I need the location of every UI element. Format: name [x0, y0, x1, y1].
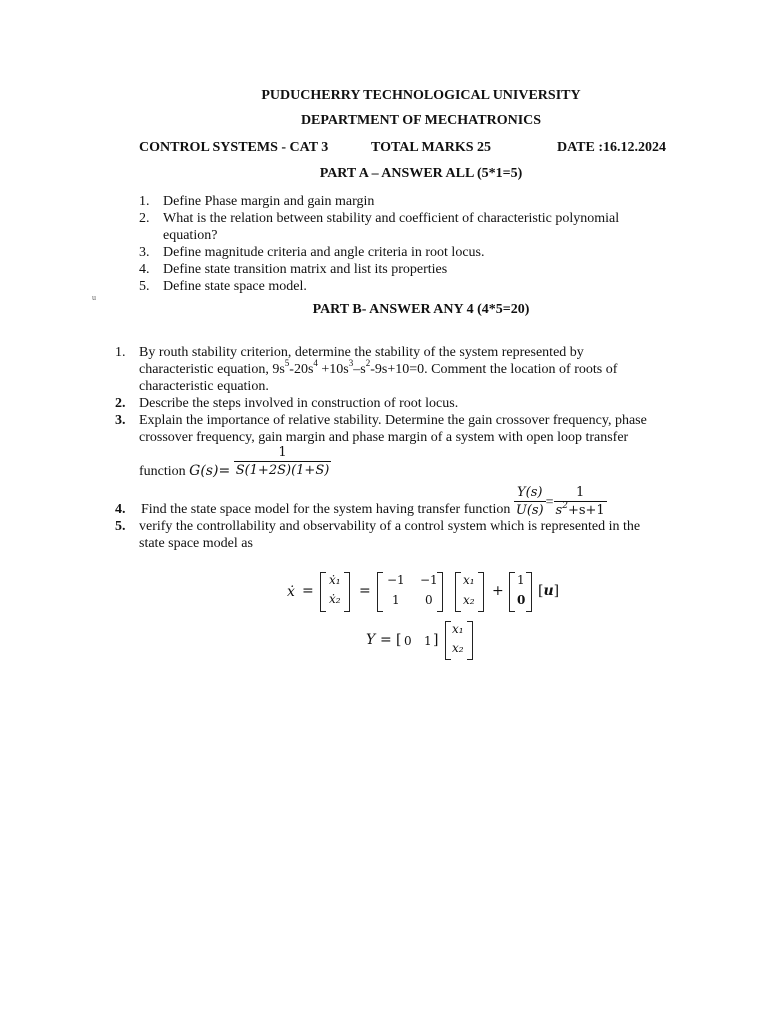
question-text-cont: crossover frequency, gain margin and phase margin of a system with open loop transfer	[139, 430, 629, 445]
xdot-symbol: ẋ	[287, 584, 295, 600]
question-number: 4.	[115, 501, 126, 517]
question-text-cont: state space model as	[139, 536, 253, 551]
matrix-b2: 0	[517, 593, 526, 607]
plus-sign: +	[492, 583, 504, 599]
bracket-right	[526, 572, 532, 612]
part-a-question	[139, 244, 619, 261]
x1: x₁	[452, 622, 464, 636]
part-b-question-2	[115, 395, 647, 412]
x2: x₂	[452, 641, 464, 655]
matrix-c2: 1	[424, 634, 432, 648]
course-title: CONTROL SYSTEMS - CAT 3	[139, 140, 329, 155]
question-text: verify the controllability and observability of a control system which is represented in the	[139, 519, 641, 534]
q4-rhs-numerator: 1	[554, 484, 607, 502]
x1dot: ẋ₁	[329, 573, 341, 587]
tf-denominator: S(1+2S)(1+S)	[235, 463, 330, 478]
matrix-b1: 1	[517, 573, 525, 587]
matrix-a21: 1	[392, 593, 400, 607]
equals-sign: =	[359, 583, 371, 599]
part-a-question	[139, 193, 619, 210]
question-text-cont: function	[139, 463, 186, 479]
q4-lhs-denominator: U(s)	[515, 503, 544, 518]
output-y: Y	[366, 632, 376, 648]
question-text: Find the state space model for the system having transfer function	[141, 501, 511, 517]
bracket-right	[467, 621, 473, 660]
question-text: Explain the importance of relative stability. Determine the gain crossover frequency, phase	[139, 413, 647, 428]
x2dot: ẋ₂	[329, 592, 341, 606]
total-marks: TOTAL MARKS 25	[371, 140, 492, 155]
c-matrix-close: ]	[433, 632, 439, 648]
question-number: 4.	[139, 262, 150, 277]
question-text: Describe the steps involved in construction of root locus.	[139, 396, 459, 411]
question-text-cont: characteristic equation.	[139, 379, 269, 394]
question-text: Define magnitude criteria and angle criteria in root locus.	[163, 245, 485, 260]
part-a-question	[139, 210, 620, 244]
stray-mark: u	[92, 293, 96, 302]
question-text: Define Phase margin and gain margin	[163, 194, 375, 209]
exam-date: DATE :16.12.2024	[557, 140, 667, 155]
part-b-question-5	[115, 518, 641, 552]
tf-numerator: 1	[234, 444, 332, 462]
equals-sign: =	[380, 632, 392, 648]
question-text: By routh stability criterion, determine the stability of the system represented by	[139, 345, 584, 360]
matrix-a11: −1	[387, 573, 405, 587]
part-a-questions	[139, 193, 620, 295]
equals-sign: =	[302, 583, 314, 599]
question-number: 1.	[139, 194, 150, 209]
transfer-function-fraction	[234, 444, 332, 479]
question-number: 3.	[139, 245, 150, 260]
question-text: Define state transition matrix and list its properties	[163, 262, 448, 277]
part-b-question-5-list	[115, 518, 641, 552]
question-number: 3.	[115, 413, 126, 428]
matrix-a12: −1	[420, 573, 438, 587]
bracket-left	[455, 572, 461, 612]
question-text: What is the relation between stability and coefficient of characteristic polynomial	[163, 211, 620, 226]
bracket-left	[509, 572, 515, 612]
input-u: [u]	[538, 583, 560, 599]
bracket-left	[377, 572, 383, 612]
matrix-a22: 0	[425, 593, 433, 607]
bracket-right	[437, 572, 443, 612]
question-number: 2.	[115, 396, 126, 411]
bracket-left	[320, 572, 326, 612]
q4-lhs-fraction	[514, 484, 546, 519]
bracket-left	[445, 621, 451, 660]
question-text: Define state space model.	[163, 279, 307, 294]
x2: x₂	[463, 593, 475, 607]
part-b-title: PART B- ANSWER ANY 4 (4*5=20)	[312, 302, 530, 317]
part-a-question	[139, 261, 619, 278]
university-title: PUDUCHERRY TECHNOLOGICAL UNIVERSITY	[261, 88, 581, 103]
part-a-question	[139, 278, 619, 295]
q4-equals: =	[545, 494, 554, 510]
part-b-question-3	[115, 412, 647, 446]
q3-function-line	[139, 444, 331, 479]
bracket-right	[344, 572, 350, 612]
part-b-question-4	[115, 484, 607, 519]
department-title: DEPARTMENT OF MECHATRONICS	[300, 113, 542, 128]
matrix-c1: 0	[404, 634, 412, 648]
part-a-title: PART A – ANSWER ALL (5*1=5)	[319, 166, 523, 181]
question-number: 1.	[115, 345, 126, 360]
transfer-function-lhs: G(s)=	[189, 462, 231, 479]
question-text-cont: characteristic equation, $9s^5-20s^4 +10s^3-s^2-9s+10=0$. Comment the location of roots of	[139, 358, 618, 377]
part-b-questions	[115, 344, 647, 446]
q4-lhs-numerator: Y(s)	[514, 484, 546, 502]
question-number: 5.	[115, 519, 126, 534]
q4-rhs-fraction	[554, 484, 607, 519]
q4-rhs-denominator: $s^2+s+1$	[555, 500, 605, 518]
question-text-cont: equation?	[163, 228, 218, 243]
bracket-right	[478, 572, 484, 612]
question-number: 5.	[139, 279, 150, 294]
c-matrix-open: [	[396, 632, 402, 648]
question-number: 2.	[139, 211, 150, 226]
part-b-question-1	[115, 344, 647, 395]
x1: x₁	[463, 573, 475, 587]
